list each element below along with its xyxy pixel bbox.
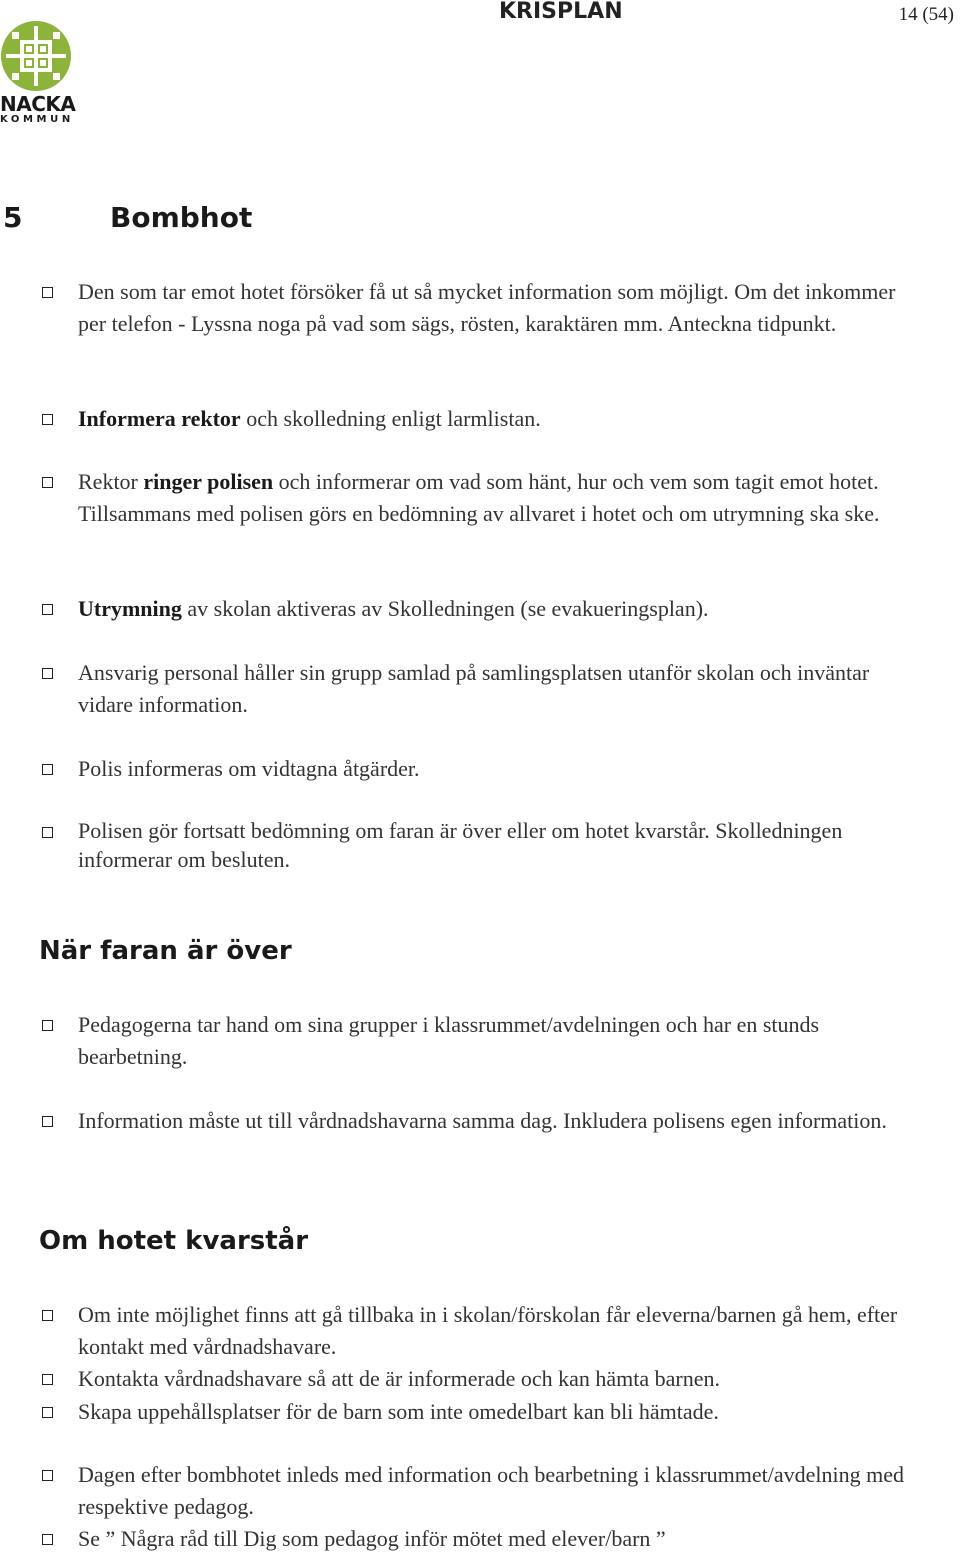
checkbox-icon — [42, 827, 53, 838]
checkbox-icon — [42, 1534, 53, 1545]
item-text: Pedagogerna tar hand om sina grupper i klassrummet/avdelningen och har en stunds bearbetning. — [78, 1012, 820, 1069]
item-rest: och skolledning enligt larmlistan. — [240, 406, 541, 431]
logo-name: NACKA — [0, 92, 76, 116]
item-text: Den som tar emot hotet försöker få ut så mycket information som möjligt. Om det inkommer per telefon - Lyssna noga på vad som sägs, rösten, karaktären mm. Anteckna tidpunkt. — [78, 279, 896, 336]
item-text: Polisen gör fortsatt bedömning om faran är över eller om hotet kvarstår. Skolledningen informerar om besluten. — [78, 818, 843, 872]
item-bold: ringer polisen — [143, 469, 274, 494]
checkbox-icon — [42, 1374, 53, 1385]
checkbox-icon — [42, 477, 53, 488]
checkbox-icon — [42, 414, 53, 425]
item-text: Om inte möjlighet finns att gå tillbaka in i skolan/förskolan får eleverna/barnen gå hem, efter kontakt med vårdnadshavare. — [78, 1302, 898, 1359]
checkbox-icon — [42, 764, 53, 775]
item-bold: Informera rektor — [78, 406, 241, 431]
nacka-emblem-icon — [0, 20, 72, 92]
item-text: Dagen efter bombhotet inleds med information och bearbetning i klassrummet/avdelning med respektive pedagog. — [78, 1462, 904, 1519]
item-text: Information måste ut till vårdnadshavarna samma dag. Inkludera polisens egen information. — [78, 1108, 887, 1133]
item-text: Kontakta vårdnadshavare så att de är informerade och kan hämta barnen. — [78, 1366, 720, 1391]
checkbox-icon — [42, 604, 53, 615]
checkbox-icon — [42, 668, 53, 679]
item-bold: Utrymning — [78, 596, 182, 621]
item-rest: av skolan aktiveras av Skolledningen (se evakueringsplan). — [181, 596, 709, 621]
nacka-kommun-logo — [0, 20, 76, 125]
checkbox-icon — [42, 1470, 53, 1481]
section-number: 5 — [3, 201, 23, 234]
logo-sub: KOMMUN — [0, 114, 74, 125]
section-title: Bombhot — [110, 201, 253, 234]
item-text — [78, 403, 928, 435]
item-text — [78, 593, 928, 625]
item-pre: Rektor — [78, 469, 144, 494]
checkbox-icon — [42, 1116, 53, 1127]
document-title: KRISPLAN — [499, 0, 623, 24]
item-rest: och informerar om vad som hänt, hur och vem som tagit emot hotet. Tillsammans med polisen görs en bedömning av allvaret i hotet och om utrymning ska ske. — [78, 469, 880, 526]
checkbox-icon — [42, 287, 53, 298]
item-text: Skapa uppehållsplatser för de barn som inte omedelbart kan bli hämtade. — [78, 1399, 719, 1424]
subheading-threat-remains: Om hotet kvarstår — [39, 1226, 309, 1256]
subheading-danger-over: När faran är över — [39, 936, 292, 966]
checkbox-icon — [42, 1310, 53, 1321]
page-number: 14 (54) — [898, 4, 954, 25]
item-text: Se ” Några råd till Dig som pedagog inför mötet med elever/barn ” — [78, 1526, 666, 1551]
item-text — [78, 466, 928, 529]
checkbox-icon — [42, 1407, 53, 1418]
checkbox-icon — [42, 1020, 53, 1031]
item-text: Polis informeras om vidtagna åtgärder. — [78, 756, 420, 781]
item-text: Ansvarig personal håller sin grupp samlad på samlingsplatsen utanför skolan och inväntar vidare information. — [78, 660, 870, 717]
